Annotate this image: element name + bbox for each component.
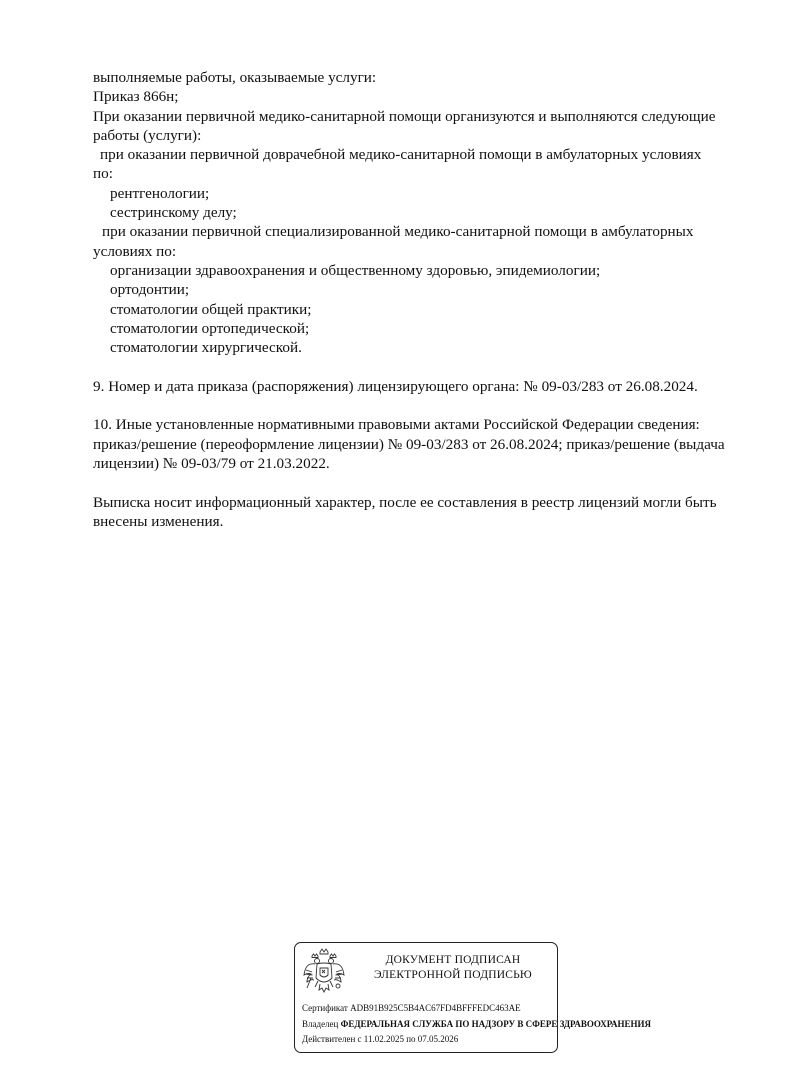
section-9: 9. Номер и дата приказа (распоряжения) лицензирующего органа: № 09-03/283 от 26.08.2024. [93,377,698,395]
section-10-line: лицензии) № 09-03/79 от 21.03.2022. [93,454,330,472]
text-line: Приказ 866н; [93,88,179,106]
owner-label: Владелец [302,1018,339,1029]
stamp-title [353,953,553,983]
note-line: внесены изменения. [93,512,224,530]
certificate-value: ADB91B925C5B4AC67FD4BFFFEDC463AE [350,1003,521,1013]
list-item: организации здравоохранения и общественному здоровью, эпидемиологии; [110,261,601,279]
validity-line: Действителен с 11.02.2025 по 07.05.2026 [302,1034,459,1044]
stamp-title-line: ДОКУМЕНТ ПОДПИСАН [385,954,521,966]
section-10: 10. Иные установленные нормативными правовыми актами Российской Федерации сведения: [93,416,700,434]
text-line: выполняемые работы, оказываемые услуги: [93,69,377,86]
electronic-signature-stamp [294,942,652,1053]
list-item: стоматологии общей практики; [110,300,312,318]
list-item: сестринскому делу; [110,204,237,222]
text-line: работы (услуги): [93,126,202,144]
list-item: рентгенологии; [110,184,210,202]
stamp-info [302,1001,652,1048]
list-item: ортодонтии; [110,281,190,299]
document-body [93,68,763,531]
list-item: стоматологии хирургической. [110,339,302,357]
certificate-label: Сертификат [302,1003,348,1013]
specialized-heading-cont: условиях по: [93,242,177,260]
stamp-title-line: ЭЛЕКТРОННОЙ ПОДПИСЬЮ [374,969,532,981]
note: Выписка носит информационный характер, после ее составления в реестр лицензий могли быть [93,493,717,511]
certificate-line [302,1001,602,1017]
owner-line [302,1017,652,1033]
coat-of-arms-icon [303,948,345,996]
pre-doctor-heading: при оказании первичной доврачебной медико-санитарной помощи в амбулаторных условиях [100,146,702,164]
text-line: При оказании первичной медико-санитарной помощи организуются и выполняются следующие [93,107,716,125]
list-item: стоматологии ортопедической; [110,319,310,337]
section-10-line: приказ/решение (переоформление лицензии) № 09-03/283 от 26.08.2024; приказ/решение (выдача [93,435,725,453]
pre-doctor-heading-cont: по: [93,165,113,183]
specialized-heading: при оказании первичной специализированной медико-санитарной помощи в амбулаторных [102,223,694,241]
owner-value: ФЕДЕРАЛЬНАЯ СЛУЖБА ПО НАДЗОРУ В СФЕРЕ ЗДРАВООХРАНЕНИЯ [340,1018,652,1029]
